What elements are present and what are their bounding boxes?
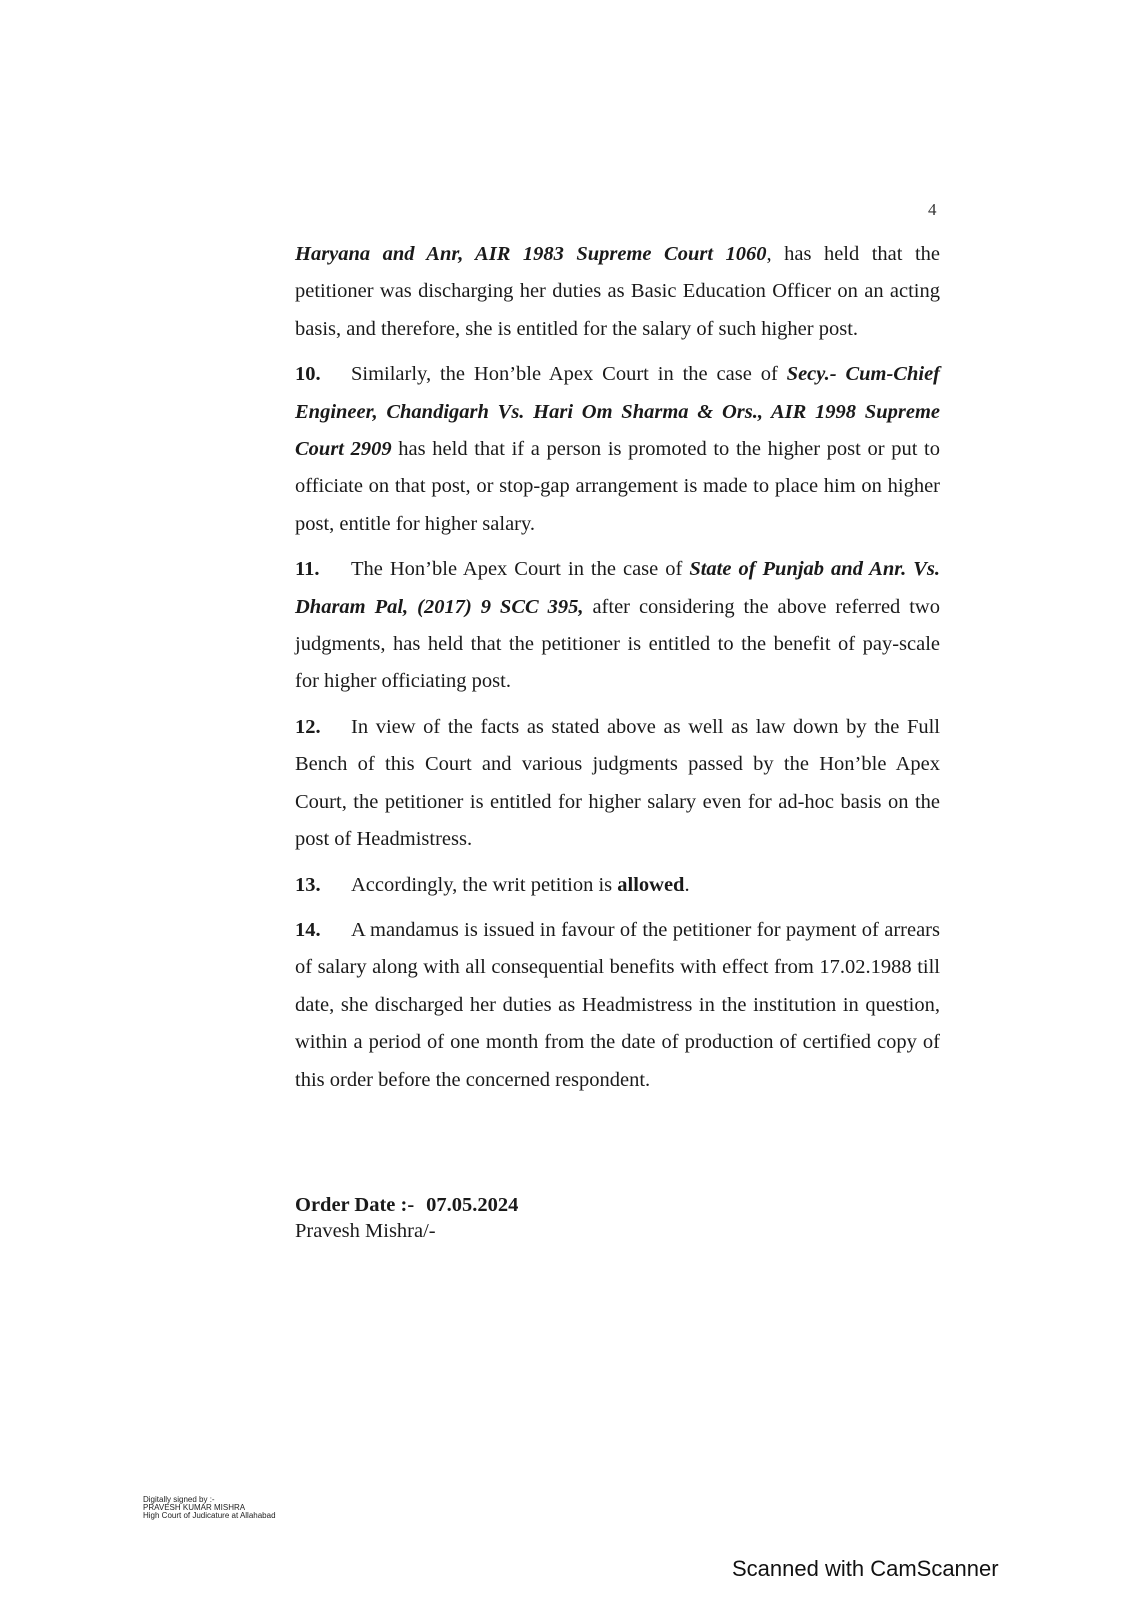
emphasized-text: allowed — [617, 873, 685, 896]
order-block — [295, 1192, 518, 1244]
paragraph-text: In view of the facts as stated above as well as law down by the Full Bench of this Court and various judgments passed by the Hon’ble Apex Court, the petitioner is entitled for higher salary even for ad-hoc basis on the post of Headmistress. — [295, 715, 940, 851]
signature-line-2: PRAVESH KUMAR MISHRA — [143, 1503, 246, 1512]
paragraph — [295, 551, 940, 701]
page-number: 4 — [928, 200, 937, 219]
paragraph-text: The Hon’ble Apex Court in the case of — [351, 558, 690, 581]
order-date-value: 07.05.2024 — [426, 1194, 519, 1216]
paragraph — [295, 709, 940, 859]
paragraph — [295, 867, 940, 904]
camscanner-watermark: Scanned with CamScanner — [732, 1556, 999, 1581]
signature-line-1: Digitally signed by :- — [143, 1495, 215, 1504]
paragraph-text: , has held that the petitioner was discharging her duties as Basic Education Officer on an acting basis, and therefore, she is entitled for the salary of such higher post. — [295, 243, 940, 340]
case-citation: State of Punjab and Anr. Vs. Dharam Pal, (2017) 9 SCC 395, — [295, 558, 941, 618]
paragraph-text: Similarly, the Hon’ble Apex Court in the case of — [351, 363, 787, 386]
paragraph-number: 10. — [295, 363, 321, 386]
order-date-line — [295, 1192, 518, 1218]
paragraph-text: A mandamus is issued in favour of the petitioner for payment of arrears of salary along with all consequential benefits with effect from 17.02.1988 till date, she discharged her duties as Headmistress in the institution in question, within a period of one month from the date of production of certified copy of this order before the concerned respondent. — [295, 918, 940, 1091]
paragraph-text: after considering the above referred two judgments, has held that the petitioner is entitled to the benefit of pay-scale for higher officiating post. — [295, 595, 940, 693]
paragraph — [295, 912, 940, 1099]
paragraph-number: 12. — [295, 715, 321, 738]
paragraph-text: has held that if a person is promoted to the higher post or put to officiate on that post, or stop-gap arrangement is made to place him on higher post, entitle for higher salary. — [295, 438, 940, 535]
case-citation: Haryana and Anr, AIR 1983 Supreme Court 1060 — [295, 243, 767, 265]
digital-signature — [143, 1496, 276, 1520]
paragraph-number: 14. — [295, 918, 321, 941]
paragraph-number: 11. — [295, 558, 320, 581]
paragraph-text: Accordingly, the writ petition is — [351, 873, 618, 896]
signature-line-3: High Court of Judicature at Allahabad — [143, 1511, 276, 1520]
paragraph-text: . — [684, 873, 690, 896]
paragraph — [295, 356, 940, 543]
order-author: Pravesh Mishra/- — [295, 1220, 436, 1242]
case-citation: Secy.- Cum-Chief Engineer, Chandigarh Vs. Hari Om Sharma & Ors., AIR 1998 Supreme Court 2909 — [295, 363, 940, 461]
judgment-body — [295, 236, 940, 1107]
paragraph — [295, 236, 940, 348]
paragraph-number: 13. — [295, 873, 321, 896]
order-date-label: Order Date :- — [295, 1194, 415, 1216]
